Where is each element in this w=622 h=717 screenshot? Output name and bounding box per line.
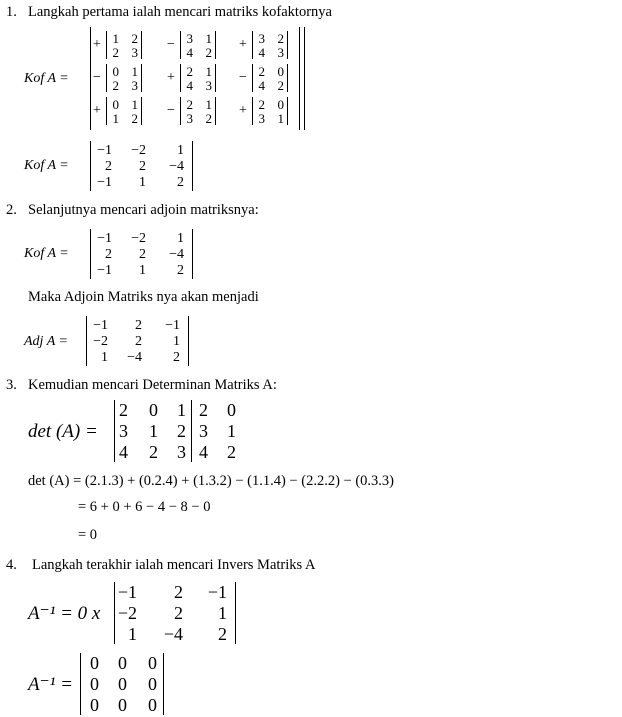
inv2-cell: 0: [118, 653, 127, 673]
result-cell: −1: [97, 175, 112, 190]
kof-cell: −1: [97, 231, 112, 246]
kof-cell: 2: [177, 263, 184, 278]
step-3-text: Kemudian mencari Determinan Matriks A:: [28, 377, 277, 393]
result-cell: 1: [139, 175, 146, 190]
minor-cell: 2: [131, 31, 138, 46]
det-cell: 3: [119, 421, 128, 441]
det-cell: 1: [177, 400, 186, 420]
minor-cell: 3: [258, 111, 265, 126]
minor-cell: 3: [186, 111, 193, 126]
det-divider: [191, 400, 192, 462]
inv1-cell: 2: [218, 624, 227, 644]
det-cell: 0: [149, 400, 158, 420]
kof-cell: 2: [105, 247, 112, 262]
result-cell: −1: [97, 143, 112, 158]
adj-label: Adj A =: [24, 334, 68, 349]
minor-cell: 2: [131, 111, 138, 126]
minor-cell: 3: [258, 31, 265, 46]
minor-determinant: [252, 31, 288, 59]
minor-cell: 0: [277, 64, 284, 79]
inv2-cell: 0: [118, 674, 127, 694]
result-cell: 2: [105, 159, 112, 174]
inv1-cell: −1: [207, 582, 227, 602]
minor-cell: 1: [205, 31, 212, 46]
minor-cell: 2: [186, 97, 193, 112]
cofactor-sign: +: [239, 37, 247, 52]
minor-cell: 4: [258, 45, 265, 60]
adj-cell: −1: [93, 318, 108, 333]
step-2-number: 2.: [6, 202, 17, 218]
inv2-cell: 0: [148, 695, 157, 715]
inv2-cell: 0: [118, 695, 127, 715]
result-cell: −4: [169, 159, 184, 174]
minor-cell: 1: [277, 111, 284, 126]
minor-cell: 1: [205, 64, 212, 79]
inv2-cell: 0: [90, 674, 99, 694]
cofactor-result-matrix: [90, 141, 193, 191]
det-label: det (A) =: [28, 421, 98, 442]
minor-cell: 0: [112, 97, 119, 112]
minor-cell: 3: [131, 45, 138, 60]
cofactor-matrix: [90, 229, 193, 279]
kof-cell: 1: [177, 231, 184, 246]
det-extra-cell: 0: [227, 400, 236, 420]
minor-cell: 2: [205, 45, 212, 60]
inv2-cell: 0: [90, 653, 99, 673]
kof-cell: −2: [131, 231, 146, 246]
determinant-matrix: [114, 400, 238, 462]
kof-cell: 2: [139, 247, 146, 262]
inv2-cell: 0: [148, 653, 157, 673]
det-extra-cell: 2: [199, 400, 208, 420]
cofactor-sign: +: [239, 103, 247, 118]
result-cell: −2: [131, 143, 146, 158]
minor-cell: 1: [112, 31, 119, 46]
kof-cell: −1: [97, 263, 112, 278]
minor-cell: 0: [277, 97, 284, 112]
cofactor-sign: +: [167, 70, 175, 85]
minor-cell: 2: [277, 31, 284, 46]
minor-cell: 2: [258, 64, 265, 79]
cofactor-sign: −: [93, 70, 101, 85]
minor-cell: 3: [205, 78, 212, 93]
inv1-cell: 2: [174, 603, 183, 623]
minor-determinant: [180, 97, 216, 125]
adj-cell: 1: [173, 334, 180, 349]
inv2-cell: 0: [90, 695, 99, 715]
step-2-text: Selanjutnya mencari adjoin matriksnya:: [28, 202, 259, 218]
det-cell: 2: [177, 421, 186, 441]
inv1-cell: 1: [128, 624, 137, 644]
minor-determinant: [106, 64, 142, 92]
step-2-heading: [6, 202, 259, 219]
step-1-text: Langkah pertama ialah mencari matriks kofaktornya: [28, 4, 332, 20]
minor-determinant: [106, 97, 142, 125]
step-1-label: Kof A =: [24, 71, 69, 86]
det-cell: 2: [119, 400, 128, 420]
adj-cell: 2: [135, 334, 142, 349]
kof-cell: −4: [169, 247, 184, 262]
adj-cell: −2: [93, 334, 108, 349]
det-cell: 4: [119, 442, 128, 462]
step-4-number: 4.: [6, 557, 17, 573]
cofactor-sign: +: [93, 37, 101, 52]
minor-cell: 4: [186, 78, 193, 93]
inverse-result-matrix: [80, 653, 164, 715]
minor-cell: 1: [131, 64, 138, 79]
det-line-1: det (A) = (2.1.3) + (0.2.4) + (1.3.2) − (1.1.4) − (2.2.2) − (0.3.3): [28, 473, 394, 489]
minor-cell: 0: [112, 64, 119, 79]
det-cell: 2: [149, 442, 158, 462]
adj-cell: −1: [165, 318, 180, 333]
det-extra-cell: 3: [199, 421, 208, 441]
minor-cell: 2: [186, 64, 193, 79]
step-1-heading: [6, 4, 332, 21]
inv1-cell: 2: [174, 582, 183, 602]
minor-cell: 1: [112, 111, 119, 126]
minor-cell: 1: [205, 97, 212, 112]
double-bar: [299, 27, 300, 130]
det-extra-cell: 4: [199, 442, 208, 462]
step-4-heading: [6, 557, 315, 574]
det-extra-cell: 2: [227, 442, 236, 462]
minor-cell: 3: [277, 45, 284, 60]
minor-cell: 3: [131, 78, 138, 93]
cofactor-expansion-matrix: [90, 27, 305, 130]
adj-cell: −4: [127, 350, 142, 365]
minor-cell: 2: [277, 78, 284, 93]
cofactor-sign: −: [239, 70, 247, 85]
cofactor-sign: +: [93, 103, 101, 118]
minor-determinant: [252, 97, 288, 125]
step-3-heading: [6, 377, 277, 394]
adj-cell: 2: [173, 350, 180, 365]
det-cell: 3: [177, 442, 186, 462]
kof-cell: 1: [139, 263, 146, 278]
minor-cell: 2: [205, 111, 212, 126]
step-3-number: 3.: [6, 377, 17, 393]
inverse-label-1: A⁻¹ = 0 x: [28, 603, 101, 624]
cofactor-sign: −: [167, 103, 175, 118]
cofactor-sign: −: [167, 37, 175, 52]
minor-cell: 2: [258, 97, 265, 112]
minor-determinant: [252, 64, 288, 92]
adj-cell: 1: [101, 350, 108, 365]
result-cell: 2: [177, 175, 184, 190]
minor-cell: 2: [112, 78, 119, 93]
result-cell: 2: [139, 159, 146, 174]
minor-cell: 4: [186, 45, 193, 60]
inv1-cell: −2: [117, 603, 137, 623]
result-cell: 1: [177, 143, 184, 158]
inv2-cell: 0: [148, 674, 157, 694]
step-4-text: Langkah terakhir ialah mencari Invers Matriks A: [32, 557, 316, 573]
adjoin-note: Maka Adjoin Matriks nya akan menjadi: [28, 289, 259, 305]
minor-cell: 3: [186, 31, 193, 46]
det-cell: 1: [149, 421, 158, 441]
minor-determinant: [180, 31, 216, 59]
inv1-cell: 1: [218, 603, 227, 623]
inverse-adjoin-matrix: [114, 582, 236, 644]
det-extra-cell: 1: [227, 421, 236, 441]
step-2-label: Kof A =: [24, 246, 69, 261]
step-1-number: 1.: [6, 4, 17, 20]
minor-determinant: [180, 64, 216, 92]
adjoin-matrix: [86, 316, 189, 366]
minor-determinant: [106, 31, 142, 59]
inverse-label-2: A⁻¹ =: [28, 674, 73, 695]
inv1-cell: −1: [117, 582, 137, 602]
minor-cell: 1: [131, 97, 138, 112]
inv1-cell: −4: [163, 624, 183, 644]
det-line-2: = 6 + 0 + 6 − 4 − 8 − 0: [78, 499, 211, 515]
minor-cell: 2: [112, 45, 119, 60]
adj-cell: 2: [135, 318, 142, 333]
det-line-3: = 0: [78, 527, 98, 543]
minor-cell: 4: [258, 78, 265, 93]
step-1-result-label: Kof A =: [24, 158, 69, 173]
